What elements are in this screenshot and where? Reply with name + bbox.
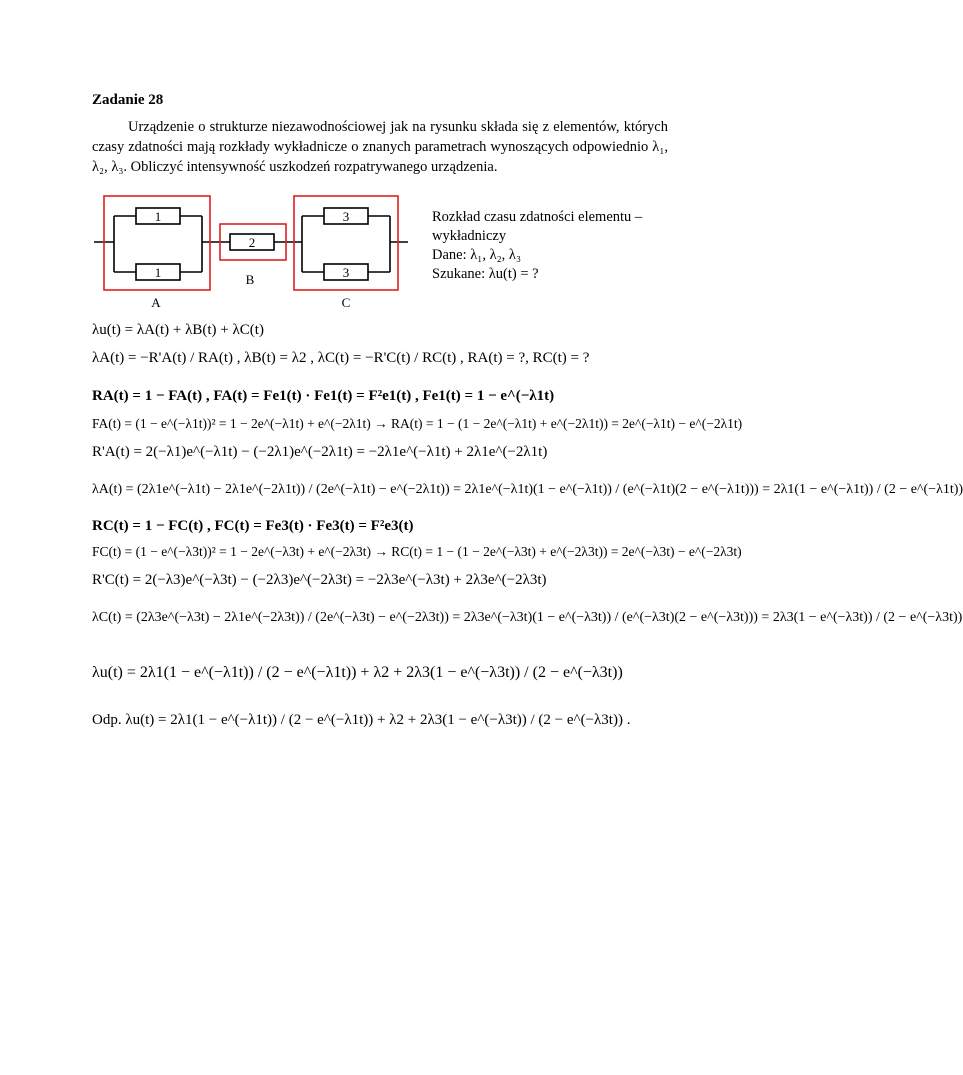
equation-8: FC(t) = (1 − e^(−λ3t))² = 1 − 2e^(−λ3t) + e^(−2λ3t) → RC(t) = 1 − (1 − 2e^(−λ3t) + e^(−2λ3t)) = 2e^(−λ3t) − e^(−2λ3t) — [92, 544, 742, 559]
equation-7: RC(t) = 1 − FC(t) , FC(t) = Fe3(t) · Fe3(t) = F²e3(t) — [92, 518, 414, 534]
equation-1: λu(t) = λA(t) + λB(t) + λC(t) — [92, 322, 264, 338]
answer-prefix: Odp. — [92, 712, 122, 728]
answer-line — [92, 712, 630, 729]
given-line-2: wykładniczy — [432, 228, 507, 244]
equation-9: R'C(t) = 2(−λ3)e^(−λ3t) − (−2λ3)e^(−2λ3t) = −2λ3e^(−λ3t) + 2λ3e^(−2λ3t) — [92, 572, 547, 588]
group-c-label: C — [341, 295, 351, 310]
equation-3: RA(t) = 1 − FA(t) , FA(t) = Fe1(t) · Fe1(t) = F²e1(t) , Fe1(t) = 1 − e^(−λ1t) — [92, 388, 555, 404]
equation-6: λA(t) = (2λ1e^(−λ1t) − 2λ1e^(−2λ1t)) / (2e^(−λ1t) − e^(−2λ1t)) = 2λ1e^(−λ1t)(1 − e^(−λ1t)) / (e^(−λ1t)(2 − e^(−λ1t))) = 2λ1(1 − e^(−λ1t)) / (2 − e^(−λ1t)) — [92, 482, 963, 497]
group-a-label: A — [151, 295, 161, 310]
given-line-3: Dane: λ₁, λ₂, λ₃ — [432, 247, 522, 263]
given-line-4: Szukane: λu(t) = ? — [432, 266, 539, 282]
equation-2: λA(t) = −R'A(t) / RA(t) , λB(t) = λ2 , λC(t) = −R'C(t) / RC(t) , RA(t) = ?, RC(t) = ? — [92, 350, 590, 366]
block-b-label: 2 — [248, 235, 256, 250]
group-b-label: B — [245, 272, 255, 287]
block-a-bottom-label: 1 — [154, 265, 162, 280]
equation-10: λC(t) = (2λ3e^(−λ3t) − 2λ1e^(−2λ3t)) / (2e^(−λ3t) − e^(−2λ3t)) = 2λ3e^(−λ3t)(1 − e^(−λ3t)) / (e^(−λ3t)(2 − e^(−λ3t))) = 2λ3(1 − e^(−λ3t)) / (2 − e^(−λ3t)) — [92, 610, 963, 625]
task-intro: Urządzenie o strukturze niezawodnościowej jak na rysunku składa się z elementów, których czasy zdatności mają rozkłady wykładnicze o znanych parametrach wynoszących odpowiednio λ₁, λ₂, λ₃. Obliczyć intensywność uszkodzeń rozpatrywanego urządzenia. — [92, 119, 668, 175]
given-line-1: Rozkład czasu zdatności elementu – — [432, 209, 643, 225]
answer-formula: λu(t) = 2λ1(1 − e^(−λ1t)) / (2 − e^(−λ1t)) + λ2 + 2λ3(1 − e^(−λ3t)) / (2 − e^(−λ3t)) . — [125, 712, 631, 728]
given-panel — [432, 208, 672, 284]
equation-4: FA(t) = (1 − e^(−λ1t))² = 1 − 2e^(−λ1t) + e^(−2λ1t) → RA(t) = 1 − (1 − 2e^(−λ1t) + e^(−2λ1t)) = 2e^(−λ1t) − e^(−2λ1t) — [92, 416, 743, 431]
equation-5: R'A(t) = 2(−λ1)e^(−λ1t) − (−2λ1)e^(−2λ1t) = −2λ1e^(−λ1t) + 2λ1e^(−2λ1t) — [92, 444, 548, 460]
block-c-top-label: 3 — [342, 209, 350, 224]
task-title: Zadanie 28 — [92, 92, 164, 108]
block-a-top-label: 1 — [154, 209, 162, 224]
equation-11: λu(t) = 2λ1(1 − e^(−λ1t)) / (2 − e^(−λ1t)) + λ2 + 2λ3(1 − e^(−λ3t)) / (2 − e^(−λ3t)) — [92, 664, 623, 681]
reliability-diagram — [92, 192, 410, 312]
block-c-bottom-label: 3 — [342, 265, 350, 280]
